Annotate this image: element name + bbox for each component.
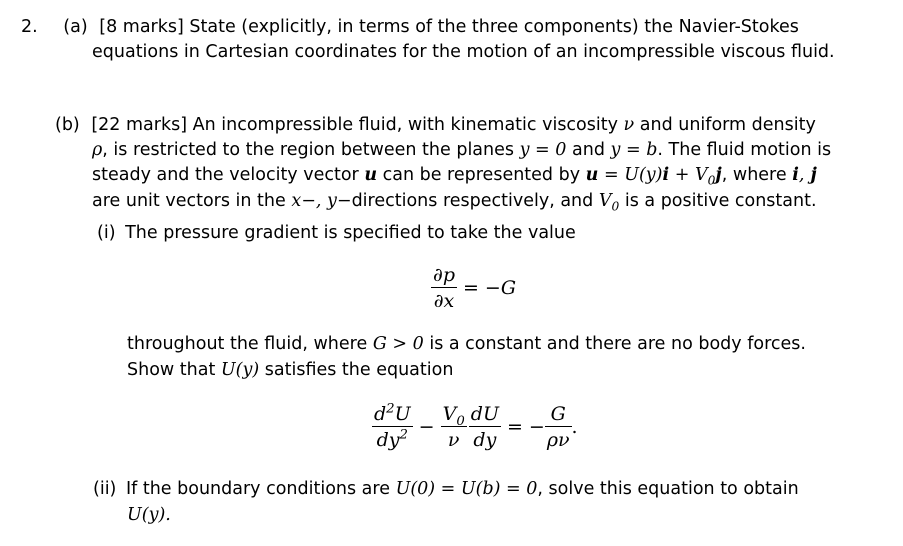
math-v0: $V_0$ [598,191,620,214]
part-i-line1 [97,223,576,243]
part-i-show-tail: satisfies the equation [264,360,454,380]
question-2b-line4 [92,191,817,214]
fraction-V0-over-nu: $\frac{V_0}{\nu}$ [442,403,465,451]
fraction-dp-dx: $\frac{\partial p}{\partial x}$ [433,264,455,312]
part-a-text-line2: equations in Cartesian coordinates for the motion of an incompressible viscous fluid. [92,42,835,62]
math-xy-directions: x−, y− [291,191,352,211]
part-ii-text-b: , solve this equation to obtain [537,479,799,499]
equation-ode: $\frac{d^2U}{dy^2}$ − $\frac{V_0}{\nu}$ $\frac{dU}{dy}$ = − $\frac{G}{\rho\nu}$ . [374,401,578,451]
part-ii-line1 [93,479,799,499]
question-2a-line1 [21,17,799,37]
part-b-text-2c: . The fluid motion is [657,140,832,160]
part-i-text-after-b: is a constant and there are no body forces. [429,334,806,354]
part-ii-text-a: If the boundary conditions are [125,479,390,499]
part-a-marks: [8 marks] [99,17,184,37]
part-i-text-after-a: throughout the fluid, where [127,334,368,354]
part-b-text-2b: and [572,140,605,160]
part-b-marks: [22 marks] [91,115,188,135]
part-b-text-2a: , is restricted to the region between the planes [102,140,515,160]
fraction-G-over-rho-nu: $\frac{G}{\rho\nu}$ [546,403,570,451]
math-u-vector: u [364,165,378,185]
part-b-text-4b: directions respectively, and [351,191,594,211]
question-2b-line2 [92,140,831,160]
math-nu: ν [623,115,635,135]
part-a-text-line1: State (explicitly, in terms of the three components) the Navier-Stokes [189,17,799,37]
part-ii-line2 [127,505,171,525]
question-2b-line3 [92,165,817,188]
math-rho: ρ [92,140,103,160]
part-b-text-3b: can be represented by [382,165,581,185]
math-velocity-expr: $u = U(y)i + V_0j$ [585,165,722,188]
part-b-text-1: An incompressible fluid, with kinematic viscosity [192,115,618,135]
math-U-of-y-final: U(y). [127,505,171,525]
part-i-line2 [127,334,806,354]
math-y-eq-b: y = b [610,140,658,160]
question-2a-line2 [92,42,835,62]
part-i-text: The pressure gradient is specified to take the value [125,223,576,243]
part-b-text-1-tail: and uniform density [639,115,816,135]
part-b-text-3c: , where [721,165,787,185]
part-a-label: (a) [63,17,88,37]
question-number: 2. [21,17,38,37]
equation-pressure-gradient: $\frac{\partial p}{\partial x}$ = −G [433,264,517,312]
math-boundary-conditions: U(0) = U(b) = 0 [395,479,538,499]
math-ij: i, j [792,165,817,185]
part-b-text-4a: are unit vectors in the [92,191,286,211]
part-i-line3 [127,360,453,380]
part-i-label: (i) [97,223,116,243]
part-ii-label: (ii) [93,479,117,499]
fraction-dU-dy: $\frac{dU}{dy}$ [470,403,499,451]
question-2b-line1 [55,115,816,135]
math-U-of-y: U(y) [220,360,260,380]
part-b-label: (b) [55,115,80,135]
fraction-d2U-dy2: $\frac{d^2U}{dy^2}$ [374,401,411,451]
math-y-eq-0: y = 0 [519,140,567,160]
part-b-text-4c: is a positive constant. [624,191,817,211]
math-G-gt-0: G > 0 [372,334,424,354]
part-i-show: Show that [127,360,216,380]
part-b-text-3a: steady and the velocity vector [92,165,359,185]
